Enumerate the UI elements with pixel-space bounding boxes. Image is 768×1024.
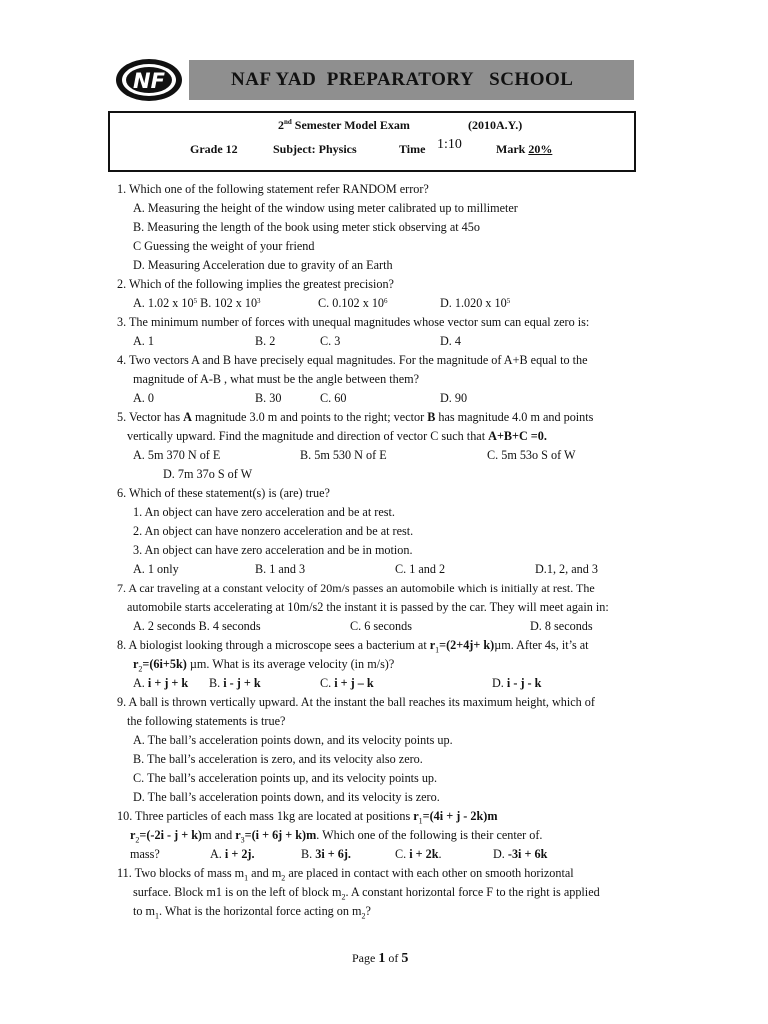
q5-option-d: D. 7m 37o S of W (163, 467, 253, 481)
q1-option-b: B. Measuring the length of the book using meter stick observing at 45o (133, 220, 480, 234)
q1-option-a: A. Measuring the height of the window using meter calibrated up to millimeter (133, 201, 518, 215)
q10-stem-line1: 10. Three particles of each mass 1kg are located at positions $r_1=(4i + j - 2k)m$ (117, 809, 498, 826)
page-number: Page 1 of 5 (352, 951, 409, 966)
exam-title: 2nd Semester Model Exam (278, 118, 410, 132)
logo-lettering: NF (133, 69, 165, 93)
q7-option-c: C. 6 seconds (350, 619, 412, 633)
q3-option-b: B. 2 (255, 334, 276, 348)
q9-option-d: D. The ball’s acceleration points down, and its velocity is zero. (133, 790, 440, 804)
school-logo (111, 56, 189, 104)
q1-option-c: C Guessing the weight of your friend (133, 239, 315, 253)
q11-stem-line3: to $m_1$. What is the horizontal force acting on $m_2$? (133, 904, 371, 921)
q10-option-c: C. i + 2k. (395, 847, 442, 861)
q10-option-b: B. 3i + 6j. (301, 847, 351, 861)
q7-option-a-b: A. 2 seconds B. 4 seconds (133, 619, 261, 633)
q7-option-d: D. 8 seconds (530, 619, 593, 633)
q5-option-c: C. 5m 53o S of W (487, 448, 576, 462)
q3-stem: 3. The minimum number of forces with unequal magnitudes whose vector sum can equal zero is: (117, 315, 590, 329)
q1-stem: 1. Which one of the following statement refer RANDOM error? (117, 182, 429, 196)
school-name: NAF YAD PREPARATORY SCHOOL (231, 69, 574, 90)
q6-statement-3: 3. An object can have zero acceleration and be in motion. (133, 543, 413, 557)
q8-option-a: A. i + j + k (133, 676, 189, 690)
q9-option-a: A. The ball’s acceleration points down, and its velocity points up. (133, 733, 453, 747)
subject-label: Subject: Physics (273, 142, 357, 156)
q6-statement-2: 2. An object can have nonzero acceleration and be at rest. (133, 524, 414, 538)
q8-option-d: D. i - j - k (492, 676, 542, 690)
q5-option-b: B. 5m 530 N of E (300, 448, 387, 462)
q4-stem-line1: 4. Two vectors A and B have precisely equal magnitudes. For the magnitude of A+B equal to the (117, 353, 588, 367)
q4-option-d: D. 90 (440, 391, 468, 405)
q6-option-a: A. 1 only (133, 562, 179, 576)
q9-stem-line1: 9. A ball is thrown vertically upward. At the instant the ball reaches its maximum height, which of (117, 695, 595, 709)
q6-option-d: D.1, 2, and 3 (535, 562, 598, 576)
q7-stem-line1: 7. A car traveling at a constant velocity of 20m/s passes an automobile which is initially at rest. The (117, 581, 595, 595)
q5-stem-line2: vertically upward. Find the magnitude and direction of vector C such that A+B+C =0. (127, 429, 547, 443)
q3-option-c: C. 3 (320, 334, 341, 348)
q11-stem-line1: 11. Two blocks of mass $m_1$ and $m_2$ are placed in contact with each other on smooth horizontal (117, 866, 574, 883)
q2-option-d: D. 1.020 x $10^5$ (440, 296, 511, 310)
q5-stem-line1: 5. Vector has A magnitude 3.0 m and points to the right; vector B has magnitude 4.0 m and points (117, 410, 594, 424)
q9-stem-line2: the following statements is true? (127, 714, 286, 728)
q7-stem-line2: automobile starts accelerating at 10m/s2 the instant it is passed by the car. They will meet again in: (127, 600, 609, 614)
q8-option-b: B. i - j + k (209, 676, 261, 690)
q2-option-c: C. 0.102 x $10^6$ (318, 296, 388, 310)
q4-stem-line2: magnitude of A-B , what must be the angle between them? (133, 372, 419, 386)
q5-option-a: A. 5m 370 N of E (133, 448, 221, 462)
q2-option-a-b: A. 1.02 x $10^5$ B. 102 x $10^3$ (133, 296, 261, 310)
q8-option-c: C. i + j – k (320, 676, 374, 690)
q6-option-c: C. 1 and 2 (395, 562, 446, 576)
q6-stem: 6. Which of these statement(s) is (are) true? (117, 486, 330, 500)
grade-label: Grade 12 (190, 142, 238, 156)
q3-option-d: D. 4 (440, 334, 461, 348)
q9-option-b: B. The ball’s acceleration is zero, and its velocity also zero. (133, 752, 423, 766)
q1-option-d: D. Measuring Acceleration due to gravity of an Earth (133, 258, 393, 272)
exam-year: (2010A.Y.) (468, 118, 523, 132)
time-label: Time (399, 142, 426, 156)
q4-option-c: C. 60 (320, 391, 347, 405)
q11-stem-line2: surface. Block m1 is on the left of block $m_2$. A constant horizontal force F to the right is applied (133, 885, 600, 902)
q8-stem-line2: $r_2=(6i+5k)$ µm. What is its average velocity (in m/s)? (133, 657, 395, 674)
q10-stem-line2: $r_2=(-2i - j + k)m$ and $r_3=(i + 6j + k)m$. Which one of the following is their center of. (130, 828, 543, 845)
q6-statement-1: 1. An object can have zero acceleration and be at rest. (133, 505, 395, 519)
q6-option-b: B. 1 and 3 (255, 562, 306, 576)
q8-stem-line1: 8. A biologist looking through a microscope sees a bacterium at $r_1=(2+4j+ k)\mu m$. After 4s, it’s at (117, 638, 589, 655)
q4-option-a: A. 0 (133, 391, 154, 405)
q10-option-d: D. -3i + 6k (493, 847, 548, 861)
mark-label: Mark 20% (496, 142, 553, 156)
time-value: 1:10 (437, 137, 462, 152)
q9-option-c: C. The ball’s acceleration points up, and its velocity points up. (133, 771, 438, 785)
q4-option-b: B. 30 (255, 391, 282, 405)
q10-option-a: A. i + 2j. (210, 847, 255, 861)
q10-stem-line3: mass? (130, 847, 160, 861)
q3-option-a: A. 1 (133, 334, 154, 348)
q2-stem: 2. Which of the following implies the greatest precision? (117, 277, 394, 291)
